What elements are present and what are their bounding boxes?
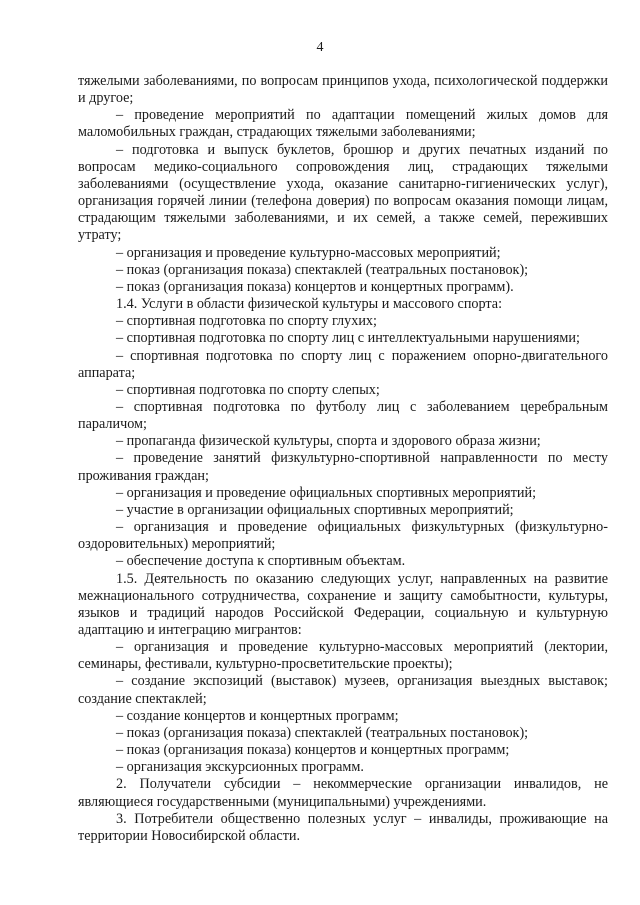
paragraph: – подготовка и выпуск буклетов, брошюр и других печатных изданий по вопросам медико-социального сопровождения лиц, страдающих тяжелыми заболеваниями (осуществление ухода, оказание санитарно-гигиенических услуг), организация горячей линии (телефона доверия) по вопросам оказания помощи лицам, страдающим тяжелыми заболеваниями, и их семей, а также семей, переживших утрату; <box>78 141 608 244</box>
paragraph: – спортивная подготовка по спорту лиц с поражением опорно-двигательного аппарата; <box>78 347 608 381</box>
paragraph: 3. Потребители общественно полезных услуг – инвалиды, проживающие на территории Новосибирской области. <box>78 810 608 844</box>
paragraph: – проведение мероприятий по адаптации помещений жилых домов для маломобильных граждан, страдающих тяжелыми заболеваниями; <box>78 107 608 141</box>
document-body <box>78 73 608 845</box>
paragraph: – показ (организация показа) концертов и концертных программ; <box>116 742 510 759</box>
paragraph: – организация и проведение культурно-массовых мероприятий (лектории, семинары, фестивали, культурно-просветительские проекты); <box>78 639 608 673</box>
paragraph: – пропаганда физической культуры, спорта и здорового образа жизни; <box>116 433 541 450</box>
paragraph: – проведение занятий физкультурно-спортивной направленности по месту проживания граждан; <box>78 450 608 484</box>
paragraph: – создание экспозиций (выставок) музеев, организация выездных выставок; создание спектаклей; <box>78 673 608 707</box>
paragraph: – показ (организация показа) спектаклей (театральных постановок); <box>116 261 529 278</box>
paragraph: тяжелыми заболеваниями, по вопросам принципов ухода, психологической поддержки и другое; <box>78 73 608 107</box>
paragraph: – организация и проведение официальных физкультурных (физкультурно-оздоровительных) мероприятий; <box>78 519 608 553</box>
paragraph: – организация экскурсионных программ. <box>116 759 364 776</box>
paragraph: – спортивная подготовка по спорту лиц с интеллектуальными нарушениями; <box>116 330 580 347</box>
paragraph: – участие в организации официальных спортивных мероприятий; <box>116 501 514 518</box>
paragraph: 1.5. Деятельность по оказанию следующих услуг, направленных на развитие межнационального сотрудничества, сохранение и защиту самобытности, культуры, языков и традиций народов Российской Федерации, социальную и культурную адаптацию и интеграцию мигрантов: <box>78 570 608 638</box>
paragraph: – организация и проведение культурно-массовых мероприятий; <box>116 244 501 261</box>
paragraph: – показ (организация показа) спектаклей (театральных постановок); <box>116 724 529 741</box>
paragraph: – создание концертов и концертных программ; <box>116 707 399 724</box>
paragraph: – спортивная подготовка по футболу лиц с заболеванием церебральным параличом; <box>78 398 608 433</box>
paragraph: – организация и проведение официальных спортивных мероприятий; <box>116 484 537 501</box>
paragraph: – спортивная подготовка по спорту слепых; <box>116 381 380 398</box>
paragraph: 1.4. Услуги в области физической культуры и массового спорта: <box>116 296 503 313</box>
paragraph: – показ (организация показа) концертов и концертных программ). <box>116 278 514 295</box>
paragraph: – спортивная подготовка по спорту глухих; <box>116 313 377 330</box>
paragraph: 2. Получатели субсидии – некоммерческие организации инвалидов, не являющиеся государственными (муниципальными) учреждениями. <box>78 776 608 810</box>
paragraph: – обеспечение доступа к спортивным объектам. <box>116 553 406 570</box>
page-number: 4 <box>316 40 324 55</box>
